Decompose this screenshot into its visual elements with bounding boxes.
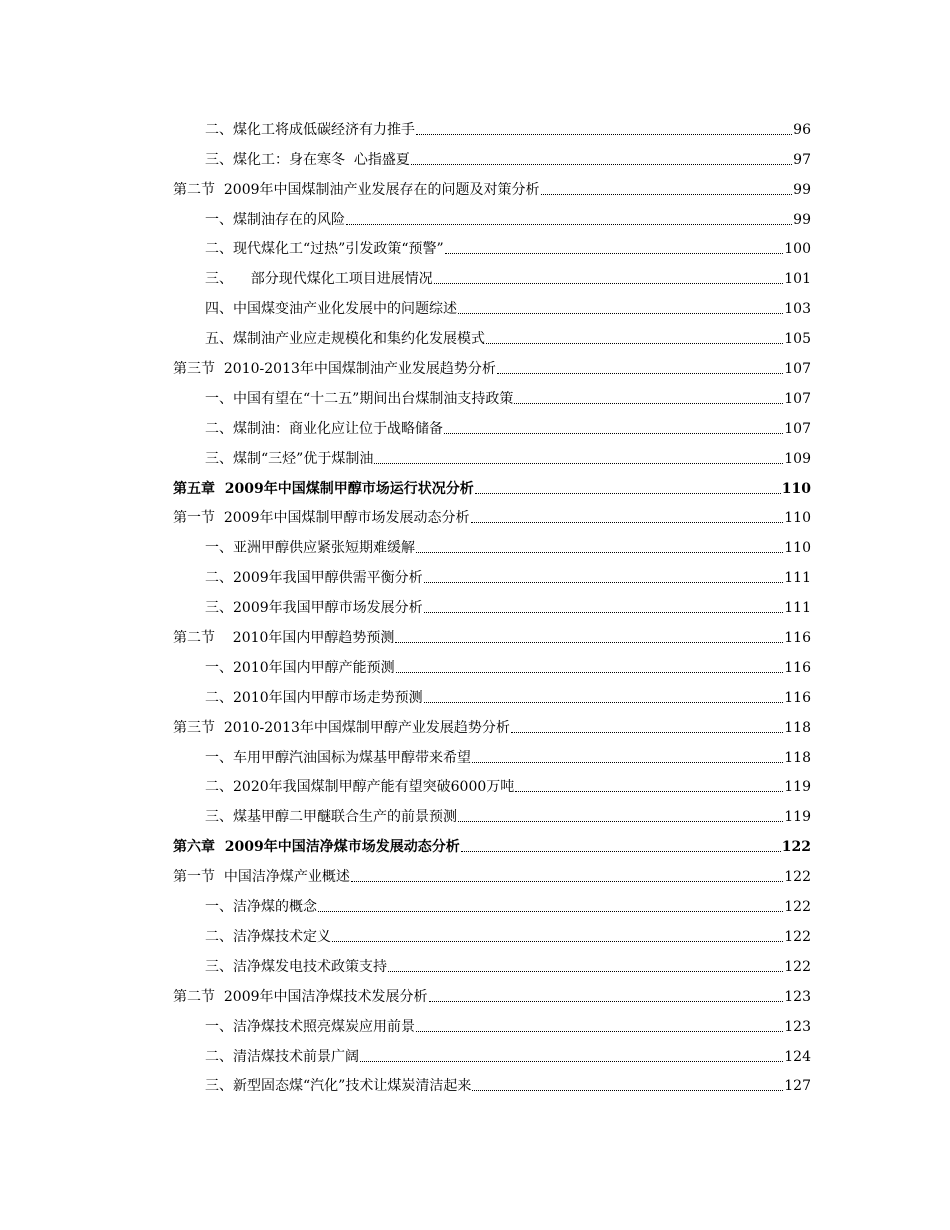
toc-subsection-entry[interactable] <box>173 439 811 469</box>
toc-entry-page-number: 122 <box>784 958 811 975</box>
toc-entry-title: 二、煤化工将成低碳经济有力推手 <box>205 121 415 138</box>
dot-leader <box>445 253 784 254</box>
toc-entry-title: 第一节 中国洁净煤产业概述 <box>173 869 350 886</box>
toc-entry-title: 一、洁净煤的概念 <box>205 899 317 916</box>
toc-entry-page-number: 122 <box>784 928 811 945</box>
toc-entry-title: 一、煤制油存在的风险 <box>205 211 345 228</box>
toc-entry-title: 二、2009年我国甲醇供需平衡分析 <box>205 570 423 587</box>
dot-leader <box>458 821 783 822</box>
toc-section-entry[interactable] <box>173 618 811 648</box>
toc-entry-page-number: 110 <box>781 480 811 497</box>
toc-entry-title: 二、洁净煤技术定义 <box>205 928 331 945</box>
dot-leader <box>472 762 783 763</box>
toc-entry-title: 三、洁净煤发电技术政策支持 <box>205 958 387 975</box>
dot-leader <box>511 732 783 733</box>
toc-entry-title: 三、2009年我国甲醇市场发展分析 <box>205 600 423 617</box>
toc-subsection-entry[interactable] <box>173 678 811 708</box>
dot-leader <box>497 373 783 374</box>
dot-leader <box>416 1031 783 1032</box>
toc-subsection-entry[interactable] <box>173 1037 811 1067</box>
toc-entry-page-number: 123 <box>784 988 811 1005</box>
toc-subsection-entry[interactable] <box>173 259 811 289</box>
toc-subsection-entry[interactable] <box>173 797 811 827</box>
toc-section-entry[interactable] <box>173 857 811 887</box>
toc-subsection-entry[interactable] <box>173 768 811 798</box>
toc-entry-page-number: 107 <box>784 420 811 437</box>
dot-leader <box>346 224 792 225</box>
toc-subsection-entry[interactable] <box>173 588 811 618</box>
toc-subsection-entry[interactable] <box>173 528 811 558</box>
toc-entry-page-number: 111 <box>784 570 811 587</box>
toc-section-entry[interactable] <box>173 349 811 379</box>
toc-entry-title: 一、亚洲甲醇供应紧张短期难缓解 <box>205 540 415 557</box>
toc-entry-title: 三、煤基甲醇二甲醚联合生产的前景预测 <box>205 809 457 826</box>
toc-entry-page-number: 100 <box>784 241 811 258</box>
toc-entry-title: 一、车用甲醇汽油国标为煤基甲醇带来希望 <box>205 749 471 766</box>
toc-entry-page-number: 127 <box>784 1078 811 1095</box>
dot-leader <box>541 194 793 195</box>
toc-entry-page-number: 107 <box>784 390 811 407</box>
toc-subsection-entry[interactable] <box>173 319 811 349</box>
toc-chapter-entry[interactable] <box>173 469 811 499</box>
toc-entry-title: 第六章 2009年中国洁净煤市场发展动态分析 <box>173 839 460 856</box>
toc-entry-title: 第二节 2009年中国煤制油产业发展存在的问题及对策分析 <box>173 181 540 198</box>
toc-section-entry[interactable] <box>173 170 811 200</box>
toc-subsection-entry[interactable] <box>173 289 811 319</box>
toc-entry-page-number: 105 <box>784 331 811 348</box>
toc-entry-page-number: 119 <box>784 809 811 826</box>
toc-entry-page-number: 123 <box>784 1018 811 1035</box>
dot-leader <box>424 612 784 613</box>
dot-leader <box>458 313 783 314</box>
toc-entry-title: 第三节 2010-2013年中国煤制甲醇产业发展趋势分析 <box>173 719 510 736</box>
toc-entry-title: 第五章 2009年中国煤制甲醇市场运行状况分析 <box>173 480 474 497</box>
toc-entry-page-number: 118 <box>784 719 811 736</box>
toc-subsection-entry[interactable] <box>173 738 811 768</box>
toc-subsection-entry[interactable] <box>173 230 811 260</box>
toc-entry-title: 二、清洁煤技术前景广阔 <box>205 1048 359 1065</box>
dot-leader <box>396 672 784 673</box>
dot-leader <box>472 1090 783 1091</box>
toc-subsection-entry[interactable] <box>173 379 811 409</box>
toc-entry-page-number: 119 <box>784 779 811 796</box>
toc-entry-page-number: 116 <box>784 630 811 647</box>
toc-subsection-entry[interactable] <box>173 947 811 977</box>
dot-leader <box>388 971 783 972</box>
dot-leader <box>416 134 792 135</box>
toc-entry-page-number: 99 <box>793 181 811 198</box>
toc-subsection-entry[interactable] <box>173 110 811 140</box>
dot-leader <box>486 343 783 344</box>
toc-entry-title: 三、新型固态煤“汽化”技术让煤炭清洁起来 <box>205 1078 472 1095</box>
toc-entry-page-number: 122 <box>781 839 811 856</box>
toc-entry-title: 三、 部分现代煤化工项目进展情况 <box>205 271 433 288</box>
toc-section-entry[interactable] <box>173 499 811 529</box>
toc-subsection-entry[interactable] <box>173 558 811 588</box>
dot-leader <box>434 283 783 284</box>
toc-entry-title: 二、现代煤化工“过热”引发政策“预警” <box>205 241 444 258</box>
dot-leader <box>424 702 784 703</box>
toc-entry-page-number: 109 <box>784 450 811 467</box>
toc-entry-page-number: 122 <box>784 899 811 916</box>
toc-entry-page-number: 118 <box>784 749 811 766</box>
toc-subsection-entry[interactable] <box>173 1007 811 1037</box>
toc-subsection-entry[interactable] <box>173 917 811 947</box>
toc-entry-title: 一、洁净煤技术照亮煤炭应用前景 <box>205 1018 415 1035</box>
toc-entry-page-number: 110 <box>784 510 811 527</box>
toc-entry-page-number: 96 <box>793 121 811 138</box>
toc-entry-title: 第二节 2010年国内甲醇趋势预测 <box>173 630 395 647</box>
toc-entry-page-number: 116 <box>784 689 811 706</box>
toc-section-entry[interactable] <box>173 977 811 1007</box>
toc-entry-title: 三、煤制“三烃”优于煤制油 <box>205 450 374 467</box>
toc-entry-page-number: 101 <box>784 271 811 288</box>
toc-entry-title: 四、中国煤变油产业化发展中的问题综述 <box>205 301 457 318</box>
dot-leader <box>461 851 781 852</box>
dot-leader <box>424 582 784 583</box>
toc-entry-page-number: 116 <box>784 659 811 676</box>
dot-leader <box>332 941 783 942</box>
toc-entry-page-number: 122 <box>784 869 811 886</box>
toc-section-entry[interactable] <box>173 708 811 738</box>
toc-subsection-entry[interactable] <box>173 887 811 917</box>
toc-subsection-entry[interactable] <box>173 200 811 230</box>
toc-entry-title: 一、中国有望在“十二五”期间出台煤制油支持政策 <box>205 390 514 407</box>
toc-chapter-entry[interactable] <box>173 827 811 857</box>
dot-leader <box>429 1001 784 1002</box>
toc-entry-title: 第三节 2010-2013年中国煤制油产业发展趋势分析 <box>173 361 496 378</box>
toc-entry-title: 二、2020年我国煤制甲醇产能有望突破6000万吨 <box>205 779 515 796</box>
toc-subsection-entry[interactable] <box>173 648 811 678</box>
toc-entry-title: 二、2010年国内甲醇市场走势预测 <box>205 689 423 706</box>
dot-leader <box>360 1061 783 1062</box>
dot-leader <box>471 522 784 523</box>
dot-leader <box>374 463 783 464</box>
dot-leader <box>514 403 783 404</box>
table-of-contents <box>173 110 811 1096</box>
toc-entry-page-number: 103 <box>784 301 811 318</box>
dot-leader <box>411 164 792 165</box>
dot-leader <box>475 493 781 494</box>
toc-entry-title: 五、煤制油产业应走规模化和集约化发展模式 <box>205 331 485 348</box>
dot-leader <box>395 642 783 643</box>
toc-entry-title: 第二节 2009年中国洁净煤技术发展分析 <box>173 988 428 1005</box>
toc-subsection-entry[interactable] <box>173 409 811 439</box>
toc-entry-page-number: 97 <box>793 151 811 168</box>
dot-leader <box>515 791 783 792</box>
toc-entry-page-number: 111 <box>784 600 811 617</box>
toc-subsection-entry[interactable] <box>173 140 811 170</box>
toc-entry-page-number: 124 <box>784 1048 811 1065</box>
toc-entry-title: 二、煤制油：商业化应让位于战略储备 <box>205 420 443 437</box>
toc-entry-title: 一、2010年国内甲醇产能预测 <box>205 659 395 676</box>
toc-entry-title: 三、煤化工：身在寒冬 心指盛夏 <box>205 151 410 168</box>
dot-leader <box>351 881 783 882</box>
toc-entry-page-number: 110 <box>784 540 811 557</box>
dot-leader <box>318 911 783 912</box>
dot-leader <box>416 552 783 553</box>
toc-subsection-entry[interactable] <box>173 1067 811 1097</box>
toc-entry-title: 第一节 2009年中国煤制甲醇市场发展动态分析 <box>173 510 470 527</box>
toc-entry-page-number: 99 <box>793 211 811 228</box>
toc-entry-page-number: 107 <box>784 361 811 378</box>
dot-leader <box>444 433 783 434</box>
